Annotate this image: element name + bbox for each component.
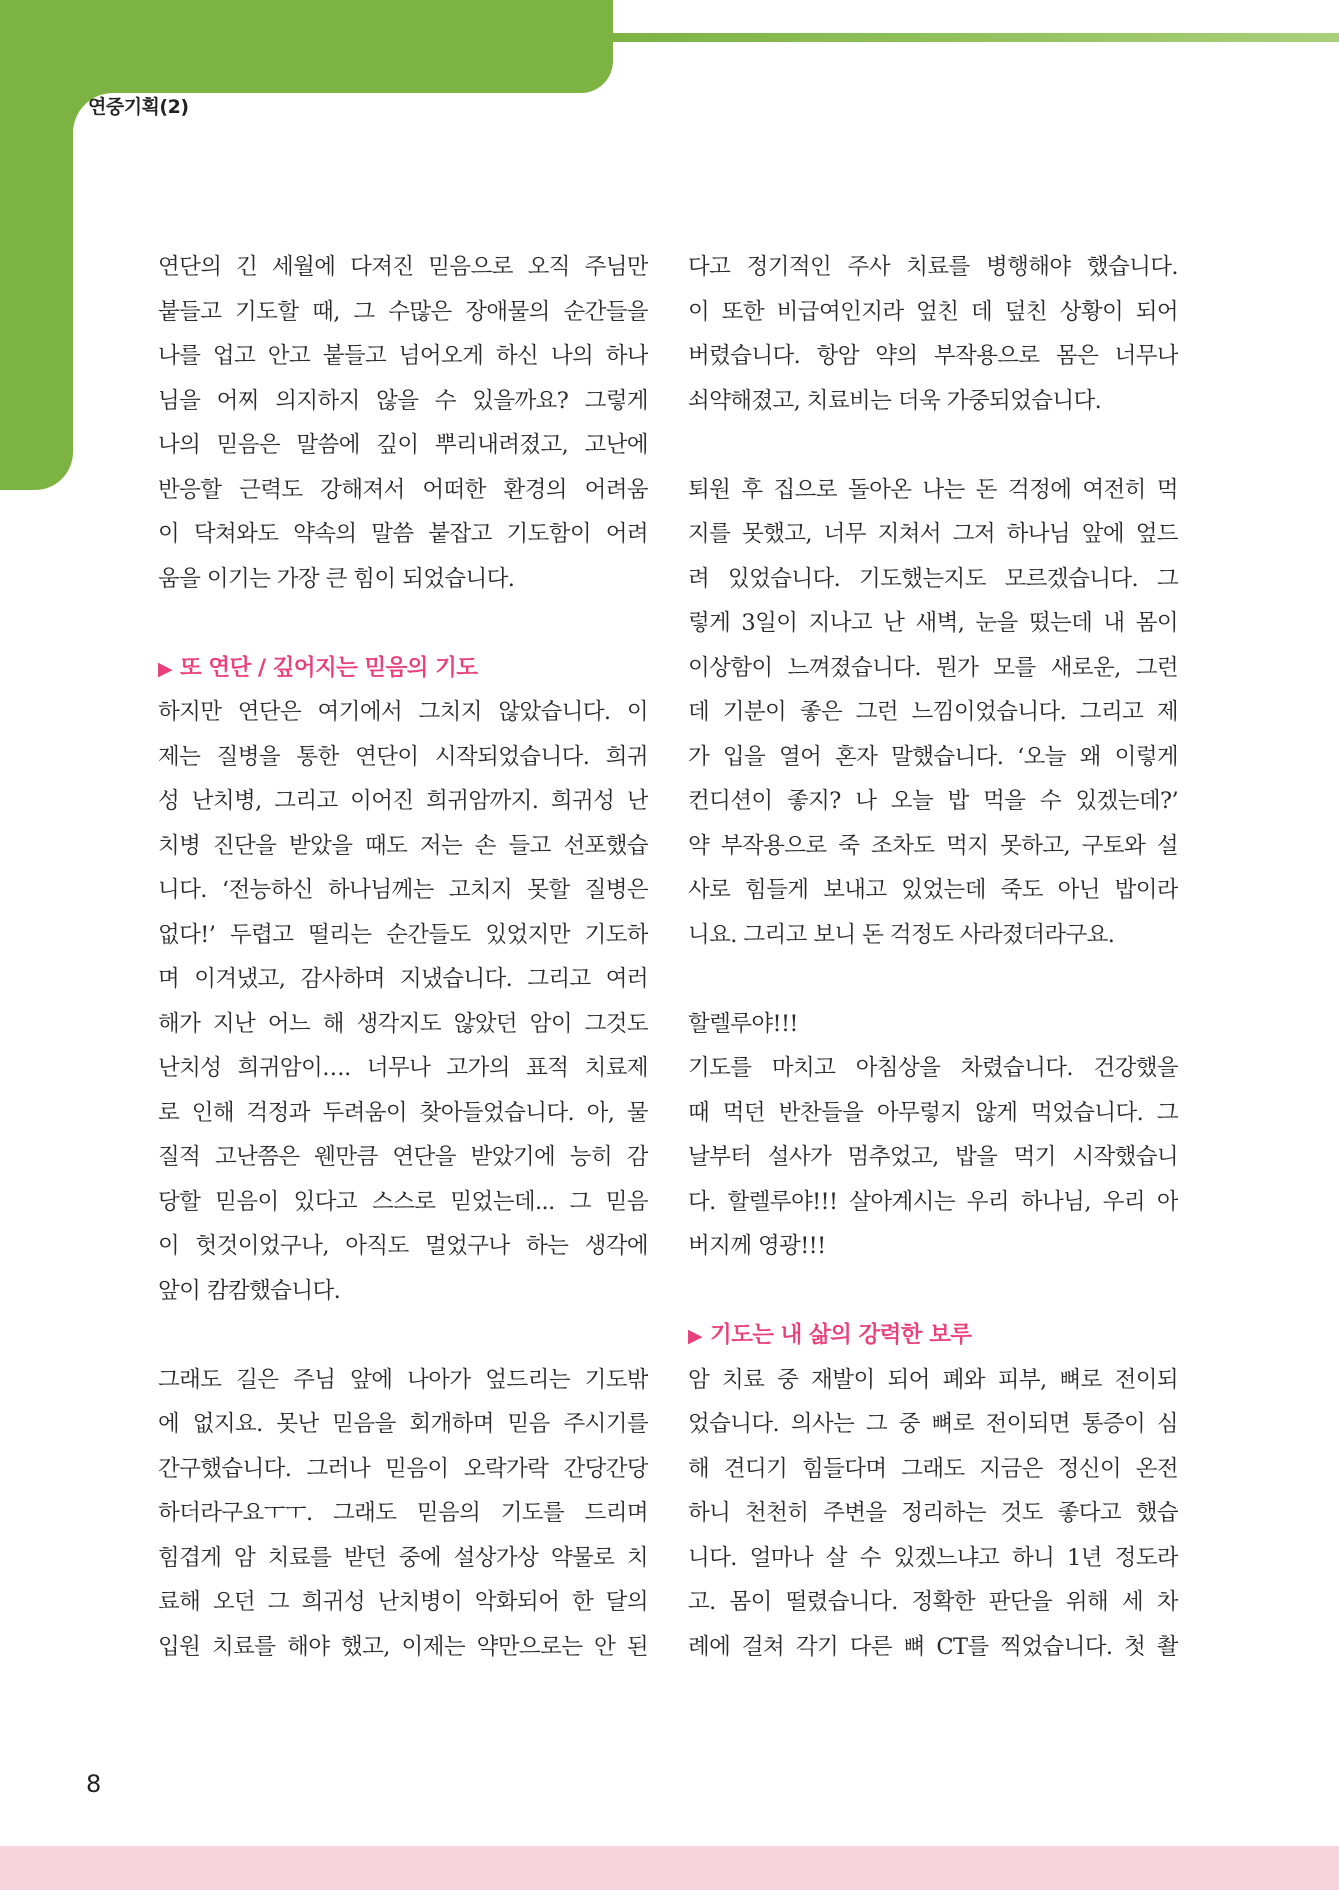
text-line: 하니 천천히 주변을 정리하는 것도 좋다고 했습: [688, 1500, 1178, 1526]
header-green-tab: [0, 0, 613, 93]
page-number: 8: [86, 1770, 102, 1798]
text-line: 지를 못했고, 너무 지쳐서 그저 하나님 앞에 엎드: [688, 521, 1178, 547]
text-line: 힘겹게 암 치료를 받던 중에 설상가상 약물로 치: [158, 1544, 648, 1571]
text-line: 다고 정기적인 주사 치료를 병행해야 했습니다.: [688, 254, 1178, 280]
text-line: 하더라구요ㅜㅜ. 그래도 믿음의 기도를 드리며: [158, 1500, 648, 1526]
text-line: 질적 고난쯤은 웬만큼 연단을 받았기에 능히 감: [158, 1144, 648, 1170]
text-line: 퇴원 후 집으로 돌아온 나는 돈 걱정에 여전히 먹: [688, 476, 1178, 503]
section-heading-text: 또 연단 / 깊어지는 믿음의 기도: [180, 654, 478, 681]
text-line: 난치성 희귀암이…. 너무나 고가의 표적 치료제: [158, 1055, 648, 1081]
text-line: 연단의 긴 세월에 다져진 믿음으로 오직 주님만: [158, 254, 648, 280]
text-line: 버렸습니다. 항암 약의 부작용으로 몸은 너무나: [688, 343, 1178, 369]
text-line: 약 부작용으로 죽 조차도 먹지 못하고, 구토와 설: [688, 832, 1178, 859]
text-line: 었습니다. 의사는 그 중 뼈로 전이되면 통증이 심: [688, 1411, 1178, 1437]
text-line: 암 치료 중 재발이 되어 폐와 피부, 뼈로 전이되: [688, 1366, 1178, 1393]
text-line: 나를 업고 안고 붙들고 넘어오게 하신 나의 하나: [158, 343, 648, 369]
text-line: 간구했습니다. 그러나 믿음이 오락가락 간당간당: [158, 1455, 648, 1482]
text-line: 성 난치병, 그리고 이어진 희귀암까지. 희귀성 난: [158, 788, 648, 814]
text-line: 없다!’ 두렵고 떨리는 순간들도 있었지만 기도하: [158, 921, 648, 948]
text-line: 그래도 길은 주님 앞에 나아가 엎드리는 기도밖: [158, 1366, 648, 1393]
text-line: 고. 몸이 떨렸습니다. 정확한 판단을 위해 세 차: [688, 1589, 1178, 1615]
paragraph-gap: [158, 601, 648, 646]
text-line: 반응할 근력도 강해져서 어떠한 환경의 어려움: [158, 476, 648, 503]
section-label: 연중기획(2): [88, 96, 189, 118]
text-line: 붙들고 기도할 때, 그 수많은 장애물의 순간들을: [158, 298, 648, 325]
text-line: 당할 믿음이 있다고 스스로 믿었는데... 그 믿음: [158, 1188, 648, 1215]
text-line: 해가 지난 어느 해 생각지도 않았던 암이 그것도: [158, 1010, 648, 1037]
header-green-line: [613, 33, 1339, 42]
paragraph-gap: [688, 423, 1178, 468]
section-heading: [688, 1313, 1178, 1358]
text-line: 앞이 캄캄했습니다.: [158, 1277, 341, 1304]
play-arrow-icon: ▶: [688, 1325, 703, 1347]
left-green-bar: [0, 0, 73, 490]
text-line: 때 먹던 반찬들을 아무렇지 않게 먹었습니다. 그: [688, 1099, 1178, 1126]
text-line: 이상함이 느껴졌습니다. 뭔가 모를 새로운, 그런: [688, 654, 1178, 681]
text-line: 가 입을 열어 혼자 말했습니다. ‘오늘 왜 이렇게: [688, 743, 1178, 770]
text-line: 사로 힘들게 보내고 있었는데 죽도 아닌 밥이라: [688, 877, 1178, 903]
text-line: 료해 오던 그 희귀성 난치병이 악화되어 한 달의: [158, 1589, 648, 1615]
text-line: 례에 걸쳐 각기 다른 뼈 CT를 찍었습니다. 첫 촬: [688, 1633, 1178, 1660]
text-line: 치병 진단을 받았을 때도 저는 손 들고 선포했습: [158, 832, 648, 859]
paragraph-gap: [158, 1313, 648, 1358]
section-heading: [158, 646, 648, 691]
left-column: [158, 245, 648, 1669]
section-heading-text: 기도는 내 삶의 강력한 보루: [710, 1322, 972, 1348]
text-line: 입원 치료를 해야 했고, 이제는 약만으로는 안 된: [158, 1633, 648, 1660]
text-line: 니다. ‘전능하신 하나님께는 고치지 못할 질병은: [158, 877, 648, 903]
text-line: 쇠약해졌고, 치료비는 더욱 가중되었습니다.: [688, 387, 1102, 414]
text-line: 나의 믿음은 말씀에 깊이 뿌리내려졌고, 고난에: [158, 432, 648, 458]
text-line: 컨디션이 좋지? 나 오늘 밥 먹을 수 있겠는데?’: [688, 788, 1178, 814]
text-line: 다. 할렐루야!!! 살아계시는 우리 하나님, 우리 아: [688, 1188, 1178, 1215]
text-line: 니다. 얼마나 살 수 있겠느냐고 하니 1년 정도라: [688, 1544, 1178, 1571]
text-line: 데 기분이 좋은 그런 느낌이었습니다. 그리고 제: [688, 699, 1178, 725]
text-line: 이 헛것이었구나, 아직도 멀었구나 하는 생각에: [158, 1233, 648, 1259]
paragraph-gap: [688, 957, 1178, 1002]
text-line: 님을 어찌 의지하지 않을 수 있을까요? 그렇게: [158, 387, 648, 414]
text-line: 며 이겨냈고, 감사하며 지냈습니다. 그리고 여러: [158, 966, 648, 992]
right-column: [688, 245, 1178, 1669]
paragraph-gap: [688, 1269, 1178, 1314]
text-line: 렇게 3일이 지나고 난 새벽, 눈을 떴는데 내 몸이: [688, 610, 1178, 636]
text-line: 려 있었습니다. 기도했는지도 모르겠습니다. 그: [688, 565, 1178, 592]
text-line: 하지만 연단은 여기에서 그치지 않았습니다. 이: [158, 699, 648, 725]
text-line: 로 인해 걱정과 두려움이 찾아들었습니다. 아, 물: [158, 1099, 648, 1126]
text-line: 제는 질병을 통한 연단이 시작되었습니다. 희귀: [158, 743, 648, 770]
text-line: 에 없지요. 못난 믿음을 회개하며 믿음 주시기를: [158, 1411, 648, 1437]
text-line: 이 닥쳐와도 약속의 말씀 붙잡고 기도함이 어려: [158, 521, 648, 547]
play-arrow-icon: ▶: [158, 657, 173, 680]
text-line: 니요. 그리고 보니 돈 걱정도 사라졌더라구요.: [688, 921, 1115, 948]
text-line: 기도를 마치고 아침상을 차렸습니다. 건강했을: [688, 1055, 1178, 1081]
text-line: 날부터 설사가 멈추었고, 밥을 먹기 시작했습니: [688, 1144, 1178, 1170]
footer-band: [0, 1846, 1339, 1890]
text-line: 할렐루야!!!: [688, 1010, 798, 1037]
text-line: 해 견디기 힘들다며 그래도 지금은 정신이 온전: [688, 1455, 1178, 1482]
text-line: 이 또한 비급여인지라 엎친 데 덮친 상황이 되어: [688, 298, 1178, 325]
text-line: 버지께 영광!!!: [688, 1233, 826, 1259]
text-line: 움을 이기는 가장 큰 힘이 되었습니다.: [158, 565, 515, 592]
